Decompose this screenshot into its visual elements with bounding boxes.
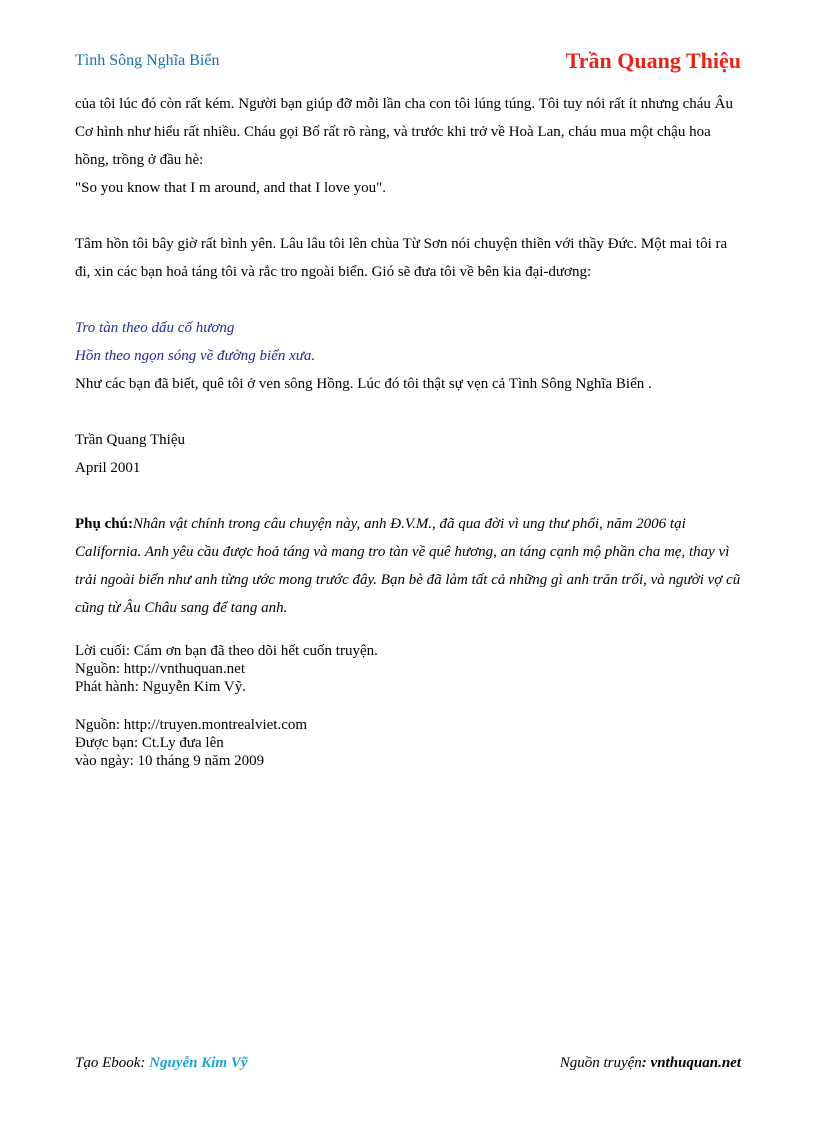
- footer-source-link[interactable]: vnthuquan.net: [650, 1055, 741, 1071]
- poem-line-2: Hồn theo ngọn sóng về đường biển xưa.: [75, 348, 316, 364]
- footer-ebook-credit: [75, 1055, 248, 1072]
- closing-thanks: Lời cuối: Cám ơn bạn đã theo dõi hết cuốn truyện.: [75, 643, 378, 659]
- page-content: [75, 90, 743, 770]
- footer-source-separator: :: [641, 1055, 651, 1071]
- poem-line-1: Tro tàn theo dấu cố hương: [75, 320, 235, 336]
- body-paragraph-3: Như các bạn đã biết, quê tôi ở ven sông Hồng. Lúc đó tôi thật sự vẹn cả Tình Sông Nghĩa Biển .: [75, 376, 652, 392]
- footer-ebook-label: Tạo Ebook: [75, 1055, 141, 1071]
- author-name: Trần Quang Thiệu: [565, 48, 741, 73]
- body-paragraph-2: Tâm hồn tôi bây giờ rất bình yên. Lâu lâu tôi lên chùa Từ Sơn nói chuyện thiền với thầy Đức. Một mai tôi ra đi, xin các bạn hoả táng tôi và rắc tro ngoài biển. Gió sẽ đưa tôi về bên kia đại-dương:: [75, 236, 728, 280]
- closing-source-2: Nguồn: http://truyen.montrealviet.com: [75, 717, 308, 733]
- author-note: [75, 510, 743, 622]
- signature-name: Trần Quang Thiệu: [75, 432, 185, 448]
- page-footer: [75, 1055, 741, 1077]
- note-text: Nhân vật chính trong câu chuyện này, anh Đ.V.M., đã qua đời vì ung thư phổi, năm 2006 tại California. Anh yêu cầu được hoả táng và mang tro tàn về quê hương, an táng cạnh mộ phần cha mẹ, thay vì trải ngoài biển như anh từng ước mong trước đây. Bạn bè đã làm tất cả những gì anh trăn trối, và người vợ cũ cũng từ Âu Châu sang để tang anh.: [75, 516, 741, 616]
- signature-date: April 2001: [75, 460, 141, 476]
- book-title: Tình Sông Nghĩa Biển: [75, 52, 220, 69]
- note-label: Phụ chú:: [75, 516, 133, 532]
- footer-ebook-creator-link[interactable]: Nguyễn Kim Vỹ: [149, 1055, 248, 1071]
- footer-ebook-separator: :: [140, 1055, 150, 1071]
- closing-uploader: Được bạn: Ct.Ly đưa lên: [75, 735, 224, 751]
- footer-source-label: Nguồn truyện: [559, 1055, 642, 1071]
- closing-publisher: Phát hành: Nguyễn Kim Vỹ.: [75, 679, 246, 695]
- page-header: [75, 48, 741, 76]
- closing-date: vào ngày: 10 tháng 9 năm 2009: [75, 753, 265, 769]
- footer-source-credit: [560, 1055, 741, 1072]
- closing-source-1: Nguồn: http://vnthuquan.net: [75, 661, 245, 677]
- body-paragraph-quote: "So you know that I m around, and that I love you".: [75, 180, 386, 196]
- body-paragraph-1: của tôi lúc đó còn rất kém. Người bạn giúp đỡ mỗi lần cha con tôi lúng túng. Tôi tuy nói rất ít nhưng cháu Âu Cơ hình như hiểu rất nhiều. Cháu gọi Bố rất rõ ràng, và trước khi trở về Hoà Lan, cháu mua một chậu hoa hồng, trồng ở đầu hè:: [75, 96, 733, 168]
